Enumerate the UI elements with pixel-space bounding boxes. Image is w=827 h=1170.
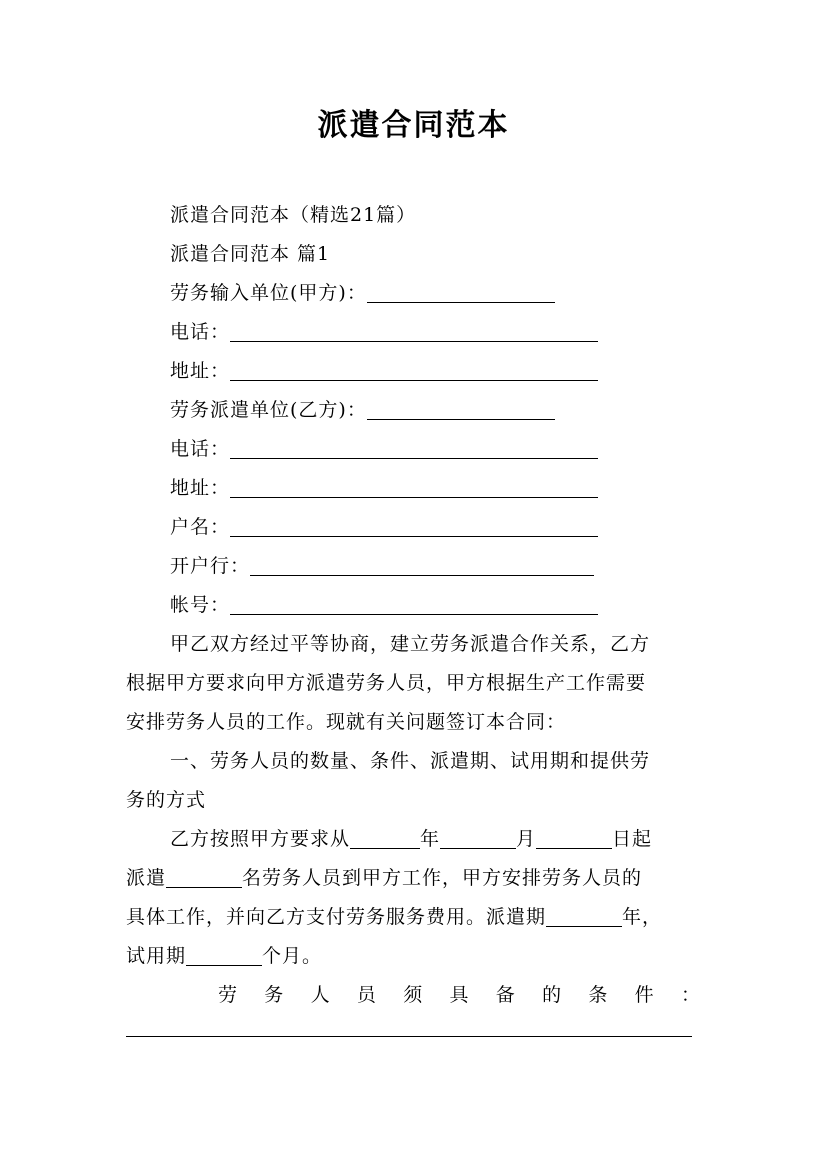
party-b-blank[interactable] bbox=[367, 399, 555, 420]
dispatch-period-blank[interactable] bbox=[546, 906, 622, 927]
cond-char: 人 bbox=[310, 984, 331, 1006]
paragraph-1-line-1: 甲乙双方经过平等协商，建立劳务派遣合作关系，乙方 bbox=[170, 633, 651, 655]
p2-year: 年 bbox=[420, 828, 441, 850]
conditions-heading bbox=[126, 980, 701, 1007]
party-a-address-label: 地址： bbox=[170, 360, 231, 382]
party-b-account-name-label: 户名： bbox=[170, 516, 231, 538]
section-1-heading-line-1: 一、劳务人员的数量、条件、派遣期、试用期和提供劳 bbox=[170, 750, 651, 772]
party-b-account-no-blank[interactable] bbox=[230, 594, 598, 615]
cond-char: 备 bbox=[495, 984, 516, 1006]
cond-char: 件 bbox=[634, 984, 655, 1006]
p2-line2-rest: 名劳务人员到甲方工作，甲方安排劳务人员的 bbox=[242, 867, 643, 889]
section-1-heading-line-2: 务的方式 bbox=[126, 789, 207, 811]
paragraph-2-line-3 bbox=[126, 902, 662, 929]
paragraph-2-line-4 bbox=[126, 941, 322, 968]
party-b-address-label: 地址： bbox=[170, 477, 231, 499]
p2-line4-months: 个月。 bbox=[262, 945, 323, 967]
worker-count-blank[interactable] bbox=[166, 867, 242, 888]
party-b-account-no-field bbox=[170, 590, 598, 617]
party-b-bank-field bbox=[170, 551, 594, 578]
party-b-field bbox=[170, 395, 555, 422]
p2-month: 月 bbox=[516, 828, 537, 850]
party-a-label: 劳务输入单位(甲方)： bbox=[170, 282, 367, 304]
party-b-address-blank[interactable] bbox=[230, 477, 598, 498]
cond-char: 须 bbox=[403, 984, 424, 1006]
document-title: 派遣合同范本 bbox=[317, 108, 510, 143]
cond-char: ： bbox=[680, 984, 701, 1006]
party-b-phone-label: 电话： bbox=[170, 438, 231, 460]
party-a-phone-blank[interactable] bbox=[230, 321, 598, 342]
cond-char: 具 bbox=[449, 984, 470, 1006]
party-b-bank-blank[interactable] bbox=[250, 555, 594, 576]
party-b-account-no-label: 帐号： bbox=[170, 594, 231, 616]
probation-period-blank[interactable] bbox=[186, 945, 262, 966]
party-b-account-name-field bbox=[170, 512, 598, 539]
start-day-blank[interactable] bbox=[536, 828, 612, 849]
party-b-phone-field bbox=[170, 434, 598, 461]
paragraph-1-line-3: 安排劳务人员的工作。现就有关问题签订本合同： bbox=[126, 711, 567, 733]
p2-line3-text: 具体工作，并向乙方支付劳务服务费用。派遣期 bbox=[126, 906, 547, 928]
cond-char: 劳 bbox=[218, 984, 239, 1006]
cond-char: 员 bbox=[356, 984, 377, 1006]
cond-char: 条 bbox=[588, 984, 609, 1006]
subtitle: 派遣合同范本（精选21篇） bbox=[170, 204, 417, 226]
cond-char: 的 bbox=[542, 984, 563, 1006]
party-b-label: 劳务派遣单位(乙方)： bbox=[170, 399, 367, 421]
p2-day: 日起 bbox=[612, 828, 653, 850]
party-b-bank-label: 开户行： bbox=[170, 555, 251, 577]
party-a-address-field bbox=[170, 356, 598, 383]
party-a-phone-label: 电话： bbox=[170, 321, 231, 343]
paragraph-1-line-2: 根据甲方要求向甲方派遣劳务人员，甲方根据生产工作需要 bbox=[126, 672, 647, 694]
party-a-address-blank[interactable] bbox=[230, 360, 598, 381]
start-year-blank[interactable] bbox=[350, 828, 420, 849]
p2-probation: 试用期 bbox=[126, 945, 187, 967]
cond-char: 务 bbox=[264, 984, 285, 1006]
paragraph-2-line-1 bbox=[170, 824, 652, 851]
party-a-blank[interactable] bbox=[367, 282, 555, 303]
start-month-blank[interactable] bbox=[440, 828, 516, 849]
p2-line3-years: 年， bbox=[622, 906, 663, 928]
party-b-account-name-blank[interactable] bbox=[230, 516, 598, 537]
party-b-address-field bbox=[170, 473, 598, 500]
p2-text-from: 乙方按照甲方要求从 bbox=[170, 828, 351, 850]
chapter-heading: 派遣合同范本 篇1 bbox=[170, 243, 331, 265]
party-a-phone-field bbox=[170, 317, 598, 344]
party-a-field bbox=[170, 278, 555, 305]
conditions-blank[interactable] bbox=[126, 1016, 692, 1037]
party-b-phone-blank[interactable] bbox=[230, 438, 598, 459]
paragraph-2-line-2 bbox=[126, 863, 642, 890]
p2-dispatch: 派遣 bbox=[126, 867, 167, 889]
